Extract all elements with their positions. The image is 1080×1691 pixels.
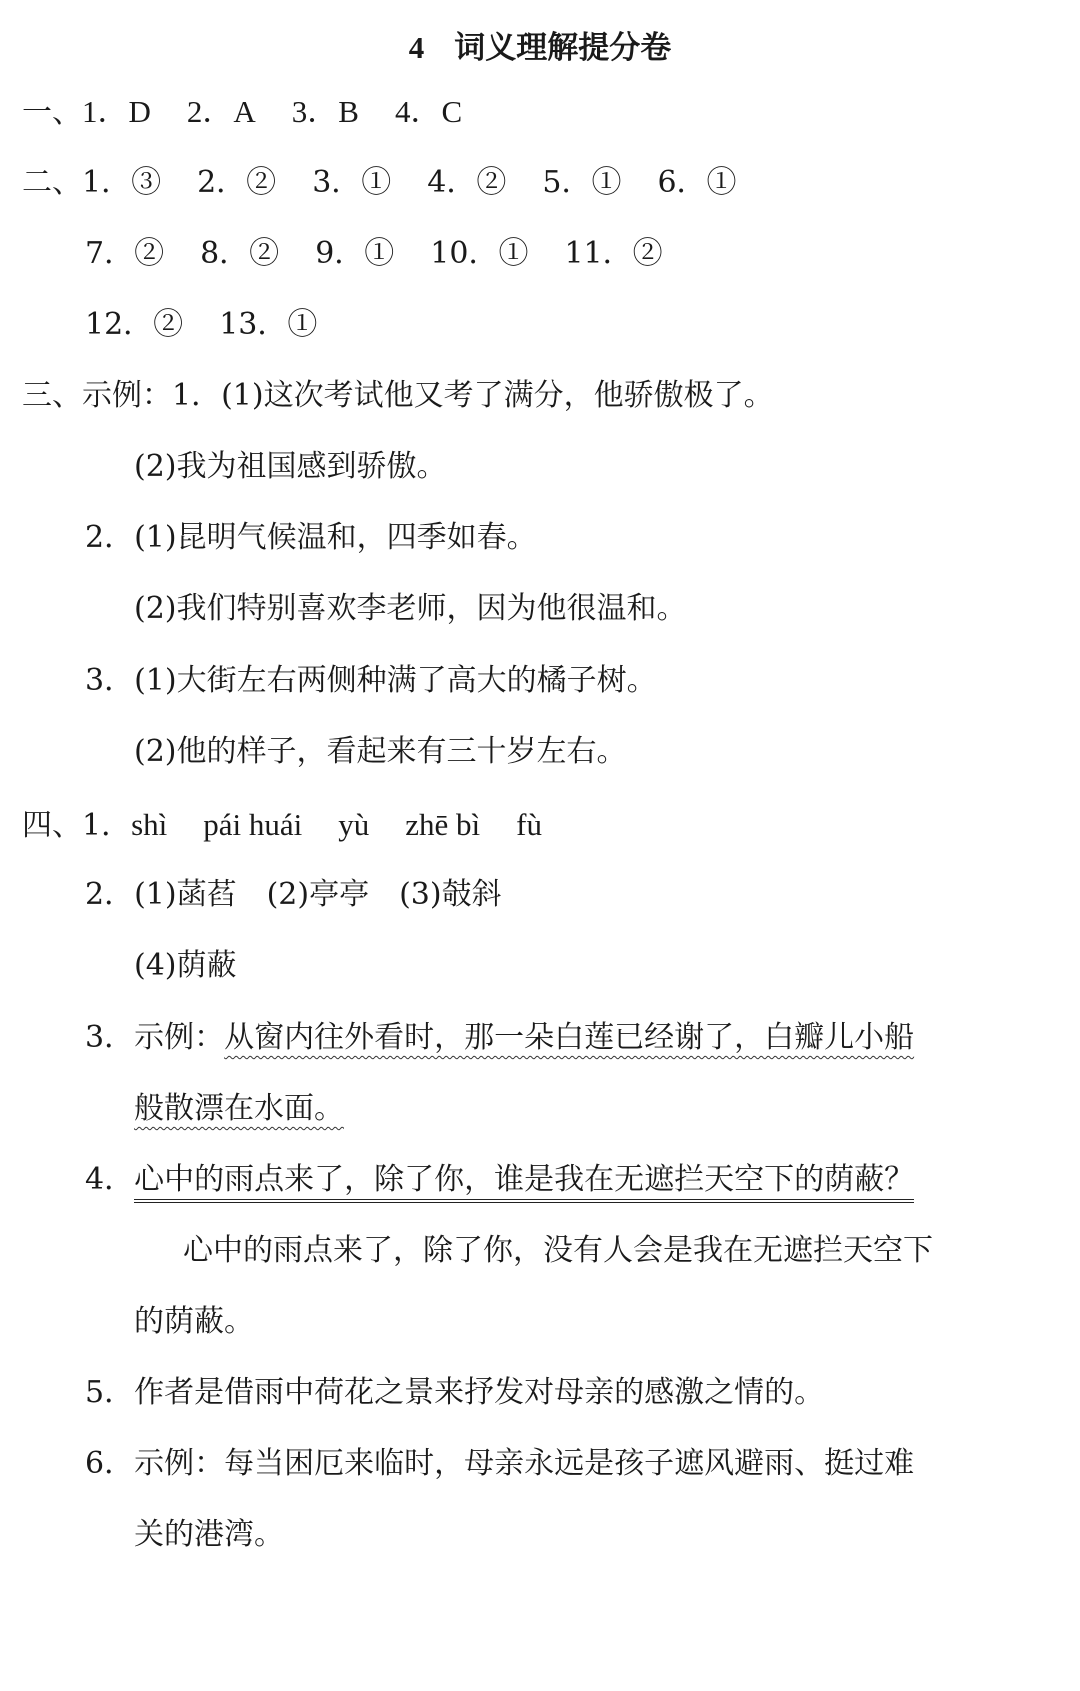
section-3-q3b [134,730,627,774]
title-text: 词义理解提分卷 [454,30,672,66]
answer-item: 8．② [200,236,280,271]
answer-item: 10．① [430,236,529,271]
double-underlined-sentence: 心中的雨点来了，除了你，谁是我在无遮拦天空下的荫蔽？ [134,1162,914,1203]
answer-item: 6．① [657,165,737,200]
section-2-row-1 [22,161,737,205]
answer-text: 3．(1)大街左右两侧种满了高大的橘子树。 [85,663,657,698]
page-title [0,22,1080,67]
section-3-q3a [85,659,657,703]
answer-text: 心中的雨点来了，除了你，没有人会是我在无遮拦天空下 [183,1233,933,1268]
answer-text: (2)我为祖国感到骄傲。 [134,449,447,484]
section-4-q2a [85,873,502,917]
section-1-label: 一、 [22,95,82,130]
answer-text: 1．(1)这次考试他又考了满分，他骄傲极了。 [172,378,774,413]
answer-item: 9．① [315,236,395,271]
question-number: 3． [85,1020,135,1055]
section-4-q5 [85,1371,824,1415]
section-3-q2a [85,516,537,560]
answer-text: (2)他的样子，看起来有三十岁左右。 [134,734,627,769]
example-prefix: 示例： [134,1020,225,1055]
section-4-q4-rewrite-2 [134,1300,254,1344]
answer-text: 6．示例：每当困厄来临时，母亲永远是孩子遮风避雨、挺过难 [85,1446,915,1481]
answer-item: 4．② [427,165,507,200]
section-4-q3-line-2 [134,1087,344,1131]
section-3-q2b [134,587,687,631]
answer-item: 3．B [291,94,359,129]
section-2-row-2 [85,232,663,276]
section-2-label: 二、 [22,165,82,200]
answer-text: (2)我们特别喜欢李老师，因为他很温和。 [134,591,687,626]
answer-item: 3．① [312,165,392,200]
answer-item: 2．A [186,94,256,129]
answer-item: 13．① [219,307,318,342]
answer-item: 2．② [197,165,277,200]
question-number: 4． [85,1162,135,1197]
answer-text: 2．(1)昆明气候温和，四季如春。 [85,520,537,555]
answer-item: 7．② [85,236,165,271]
answer-text: 关的港湾。 [134,1517,284,1552]
question-number: 1． [82,808,132,843]
answer-text: 的荫蔽。 [134,1304,254,1339]
answer-text: 5．作者是借雨中荷花之景来抒发对母亲的感激之情的。 [85,1375,825,1410]
section-3-label: 三、 [22,378,82,413]
pinyin-item: shì [131,807,168,842]
answer-item: 1．D [82,94,151,129]
pinyin-item: pái huái [203,807,303,842]
answer-item: 4．C [394,94,463,129]
section-4-q6a [85,1442,914,1486]
pinyin-item: yù [338,807,370,842]
answer-item: 11．② [564,236,663,271]
section-4-q4-rewrite-1 [183,1229,933,1273]
section-4-label: 四、 [22,808,82,843]
section-4-q2b [134,944,237,988]
answer-item: 1．③ [82,165,162,200]
section-4-q4 [85,1158,914,1202]
answer-text: (4)荫蔽 [134,948,237,983]
section-2-row-3 [85,303,317,347]
answer-item: 12．② [85,307,184,342]
section-4-q1 [22,803,542,847]
section-3-q1b [134,445,447,489]
section-1 [22,90,462,134]
pinyin-item: zhē bì [405,807,481,842]
section-4-q3-line-1 [85,1016,914,1060]
section-4-q6b [134,1513,284,1557]
wavy-underlined-text: 般散漂在水面。 [134,1091,344,1126]
section-3-q1a [22,374,774,418]
pinyin-item: fù [516,807,542,842]
wavy-underlined-text: 从窗内往外看时，那一朵白莲已经谢了，白瓣儿小船 [224,1020,915,1055]
answer-text: 2．(1)菡萏 (2)亭亭 (3)攲斜 [85,877,502,912]
answer-item: 5．① [542,165,622,200]
example-prefix: 示例： [82,378,172,413]
title-number: 4 [408,30,425,65]
